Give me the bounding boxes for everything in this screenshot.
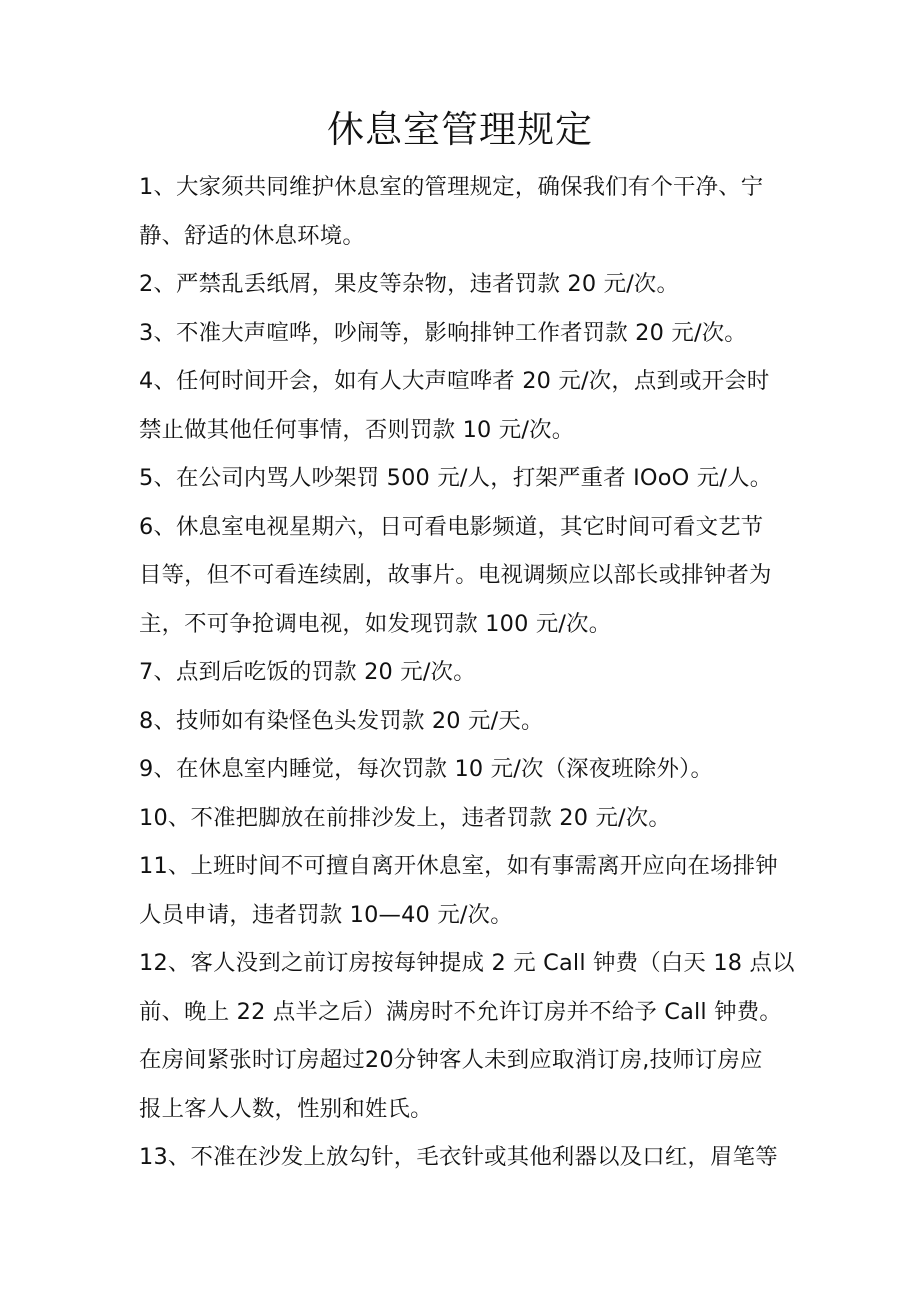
- rule-line: 静、舒适的休息环境。: [139, 222, 365, 249]
- rule-line: 11、上班时间不可擅自离开休息室，如有事需离开应向在场排钟: [139, 853, 778, 879]
- rule-item: [139, 309, 804, 358]
- rule-line: 报上客人人数，性别和姓氏。: [139, 1095, 433, 1122]
- rule-item: [139, 794, 804, 843]
- rule-line: 禁止做其他任何事情，否则罚款 10 元/次。: [139, 416, 575, 443]
- document-title: 休息室管理规定: [327, 108, 593, 151]
- rule-line: 8、技师如有染怪色头发罚款 20 元/天。: [139, 707, 544, 734]
- rule-line: 6、休息室电视星期六，日可看电影频道，其它时间可看文艺节: [139, 513, 764, 540]
- rule-item: [139, 357, 804, 454]
- rule-item: [139, 745, 804, 794]
- rule-line: 在房间紧张时订房超过20分钟客人未到应取消订房,技师订房应: [139, 1047, 763, 1073]
- rule-line: 人员申请，违者罚款 10—40 元/次。: [139, 901, 513, 928]
- rule-item: [139, 163, 804, 260]
- rule-item: [139, 697, 804, 746]
- rule-item: [139, 939, 804, 1133]
- rule-item: [139, 503, 804, 649]
- rule-line: 1、大家须共同维护休息室的管理规定，确保我们有个干净、宁: [139, 174, 764, 200]
- rule-line: 4、任何时间开会，如有人大声喧哗者 20 元/次，点到或开会时: [139, 368, 770, 394]
- rule-line: 2、严禁乱丢纸屑，果皮等杂物，违者罚款 20 元/次。: [139, 271, 680, 297]
- rule-line: 3、不准大声喧哗，吵闹等，影响排钟工作者罚款 20 元/次。: [139, 319, 747, 346]
- rule-line: 7、点到后吃饭的罚款 20 元/次。: [139, 659, 476, 685]
- rule-item: [139, 842, 804, 939]
- rule-item: [139, 648, 804, 697]
- rule-item: [139, 260, 804, 309]
- rule-line: 前、晚上 22 点半之后）满房时不允许订房并不给予 Call 钟费。: [139, 998, 782, 1025]
- rule-line: 5、在公司内骂人吵架罚 500 元/人，打架严重者 IOoO 元/人。: [139, 465, 773, 491]
- rule-line: 主，不可争抢调电视，如发现罚款 100 元/次。: [139, 610, 612, 637]
- rule-item: [139, 1133, 804, 1182]
- rule-line: 9、在休息室内睡觉，每次罚款 10 元/次（深夜班除外）。: [139, 756, 714, 782]
- rule-item: [139, 454, 804, 503]
- rule-line: 10、不准把脚放在前排沙发上，违者罚款 20 元/次。: [139, 804, 671, 831]
- rule-line: 目等，但不可看连续剧，故事片。电视调频应以部长或排钟者为: [139, 562, 772, 588]
- rule-line: 12、客人没到之前订房按每钟提成 2 元 Call 钟费（白天 18 点以: [139, 950, 795, 976]
- rule-line: 13、不准在沙发上放勾针，毛衣针或其他利器以及口红，眉笔等: [139, 1144, 778, 1170]
- rules-body: [139, 163, 804, 1182]
